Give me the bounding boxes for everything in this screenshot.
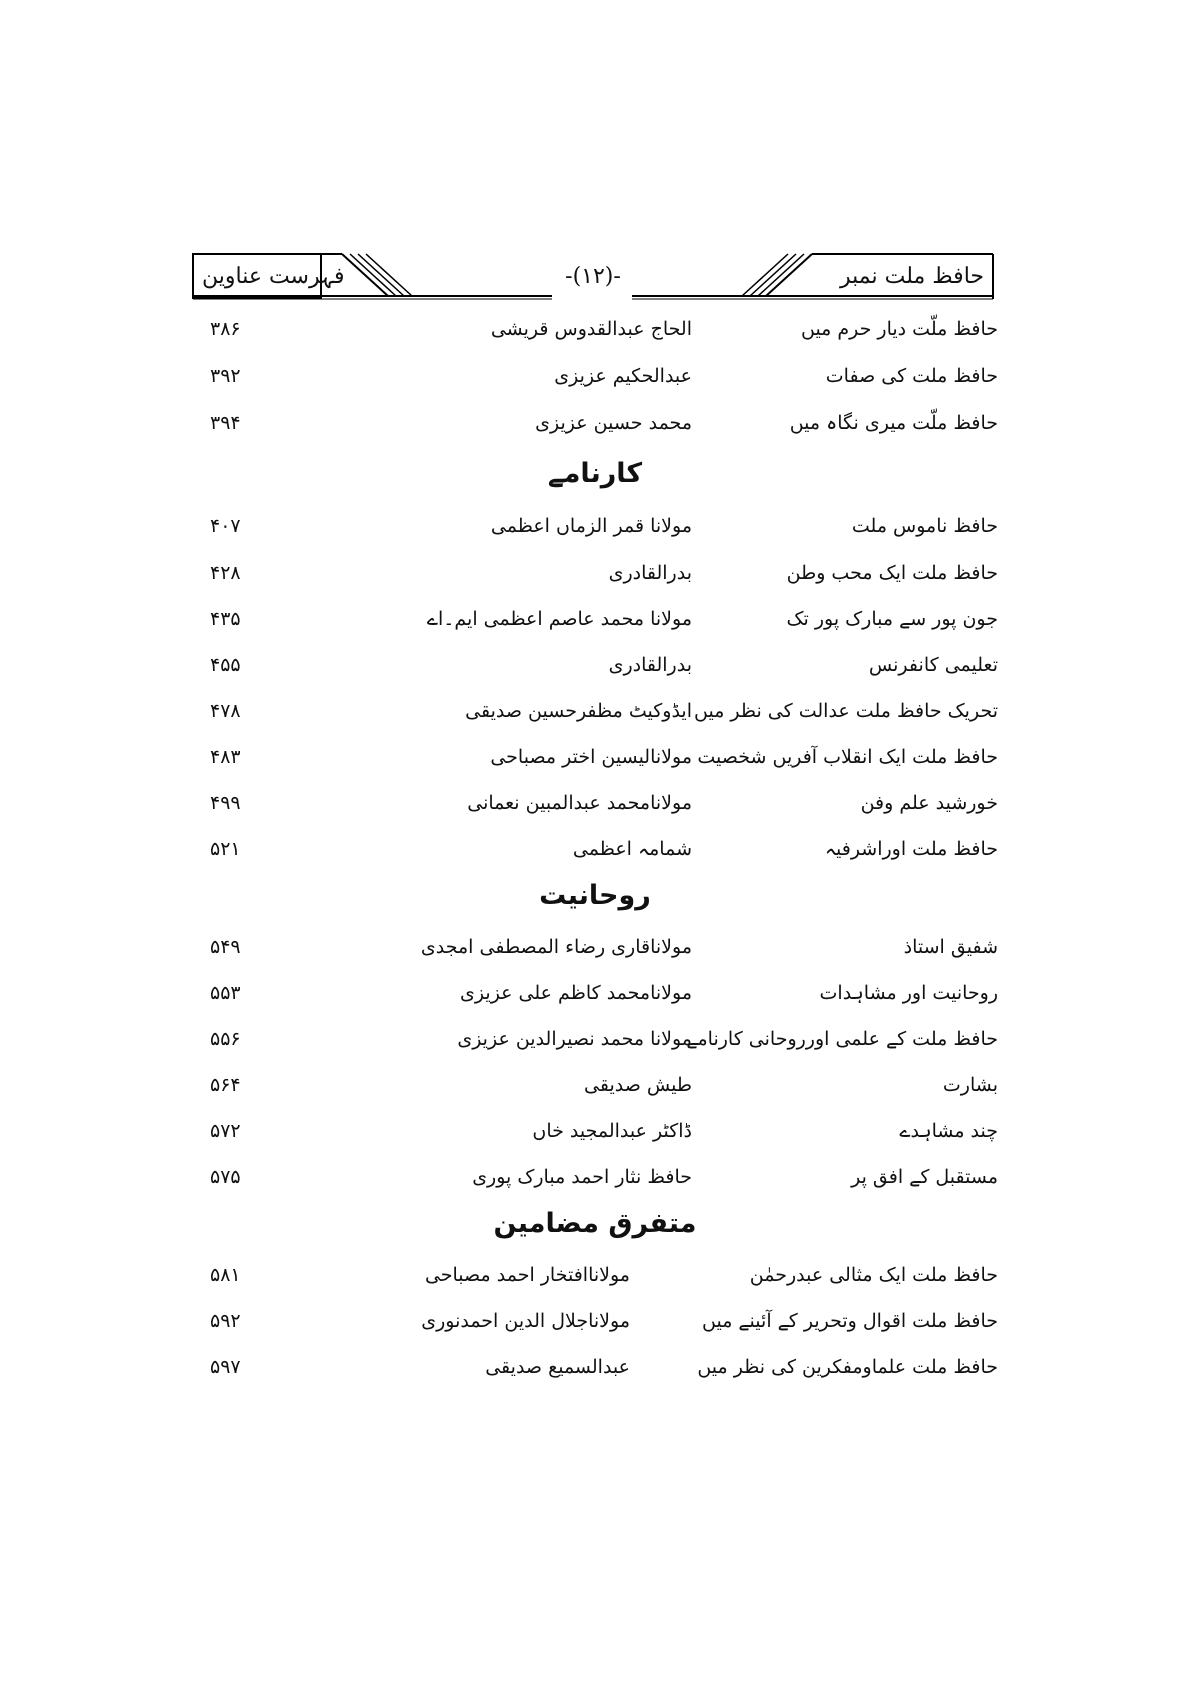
- toc-entry: [0, 1028, 1190, 1068]
- entry-author: طیش صدیقی: [584, 1074, 692, 1096]
- toc-entry: [0, 608, 1190, 648]
- entry-page: ۳۸۶: [210, 318, 241, 340]
- entry-page: ۵۵۳: [210, 982, 241, 1004]
- toc-entry: [0, 1264, 1190, 1304]
- page-header: [192, 252, 994, 302]
- entry-page: ۳۹۲: [210, 365, 241, 387]
- entry-page: ۵۴۹: [210, 936, 241, 958]
- entry-author: بدرالقادری: [608, 654, 692, 676]
- section-heading: متفرق مضامین: [493, 1208, 697, 1239]
- toc-entry: [0, 838, 1190, 878]
- entry-title: خورشید علم وفن: [860, 792, 998, 814]
- entry-author: شمامہ اعظمی: [572, 838, 692, 860]
- entry-page: ۴۸۳: [210, 746, 241, 768]
- entry-page: ۵۹۷: [210, 1356, 241, 1378]
- header-journal-title: حافظ ملت نمبر: [840, 264, 984, 289]
- header-page-number: -(۱۲)-: [565, 264, 621, 289]
- header-section-label: فہرست عناوین: [202, 264, 345, 289]
- section-heading: کارنامے: [547, 458, 643, 489]
- entry-page: ۴۳۵: [210, 608, 241, 630]
- entry-author: مولانالیسین اختر مصباحی: [490, 746, 692, 768]
- entry-author: الحاج عبدالقدوس قریشی: [490, 318, 692, 340]
- entry-page: ۴۵۵: [210, 654, 241, 676]
- entry-title: تعلیمی کانفرنس: [868, 654, 998, 676]
- entry-title: جون پور سے مبارک پور تک: [786, 608, 998, 630]
- entry-author: عبدالسمیع صدیقی: [485, 1356, 630, 1378]
- toc-entry: [0, 1166, 1190, 1206]
- toc-entry: [0, 700, 1190, 740]
- toc-entry: [0, 412, 1190, 452]
- entry-page: ۴۰۷: [210, 515, 241, 537]
- entry-page: ۵۷۲: [210, 1120, 241, 1142]
- entry-author: مولانا محمد نصیرالدین عزیزی: [457, 1028, 692, 1050]
- toc-entry: [0, 515, 1190, 555]
- entry-title: چند مشاہدے: [899, 1120, 998, 1142]
- entry-author: مولانا محمد عاصم اعظمی ایم۔اے: [426, 608, 692, 630]
- entry-title: بشارت: [942, 1074, 998, 1096]
- entry-title: حافظ ملت کے علمی اورروحانی کارنامے: [686, 1028, 998, 1050]
- entry-page: ۴۷۸: [210, 700, 241, 722]
- entry-author: بدرالقادری: [608, 562, 692, 584]
- toc-entry: [0, 318, 1190, 358]
- entry-author: ڈاکٹر عبدالمجید خاں: [532, 1120, 692, 1142]
- toc-entry: [0, 1120, 1190, 1160]
- entry-page: ۴۲۸: [210, 562, 241, 584]
- entry-author: مولاناقاری رضاء المصطفی امجدی: [420, 936, 692, 958]
- entry-title: حافظ ملت کی صفات: [825, 365, 998, 387]
- entry-author: ایڈوکیٹ مظفرحسین صدیقی: [465, 700, 692, 722]
- entry-title: مستقبل کے افق پر: [851, 1166, 998, 1188]
- entry-page: ۴۹۹: [210, 792, 241, 814]
- entry-title: حافظ ملت علماومفکرین کی نظر میں: [697, 1356, 998, 1378]
- toc-entry: [0, 1074, 1190, 1114]
- toc-entry: [0, 1356, 1190, 1396]
- entry-page: ۵۷۵: [210, 1166, 241, 1188]
- entry-page: ۵۸۱: [210, 1264, 241, 1286]
- entry-page: ۵۵۶: [210, 1028, 241, 1050]
- toc-entry: [0, 746, 1190, 786]
- entry-title: حافظ ملّت دیار حرم میں: [800, 318, 998, 340]
- entry-author: حافظ نثار احمد مبارک پوری: [472, 1166, 692, 1188]
- entry-author: مولاناافتخار احمد مصباحی: [424, 1264, 630, 1286]
- entry-title: تحریک حافظ ملت عدالت کی نظر میں: [694, 700, 998, 722]
- entry-title: حافظ ملت ایک انقلاب آفریں شخصیت: [697, 746, 998, 768]
- entry-title: حافظ ناموس ملت: [851, 515, 998, 537]
- entry-author: عبدالحکیم عزیزی: [554, 365, 692, 387]
- entry-title: حافظ ملّت میری نگاہ میں: [789, 412, 998, 434]
- entry-title: حافظ ملت اوراشرفیہ: [824, 838, 998, 860]
- toc-entry: [0, 936, 1190, 976]
- entry-title: حافظ ملت ایک محب وطن: [786, 562, 998, 584]
- entry-title: حافظ ملت اقوال وتحریر کے آئینے میں: [702, 1310, 998, 1332]
- toc-entry: [0, 982, 1190, 1022]
- section-heading: روحانیت: [539, 880, 651, 911]
- entry-page: ۵۶۴: [210, 1074, 241, 1096]
- toc-entry: [0, 1310, 1190, 1350]
- entry-title: روحانیت اور مشاہدات: [819, 982, 998, 1004]
- toc-entry: [0, 792, 1190, 832]
- entry-author: مولانامحمد عبدالمبین نعمانی: [467, 792, 692, 814]
- entry-title: حافظ ملت ایک مثالی عبدرحمٰن: [749, 1264, 998, 1286]
- entry-author: مولاناجلال الدین احمدنوری: [421, 1310, 630, 1332]
- entry-page: ۵۹۲: [210, 1310, 241, 1332]
- toc-entry: [0, 654, 1190, 694]
- entry-title: شفیق استاذ: [903, 936, 998, 958]
- toc-entry: [0, 365, 1190, 405]
- entry-page: ۵۲۱: [210, 838, 241, 860]
- toc-entry: [0, 562, 1190, 602]
- entry-author: محمد حسین عزیزی: [535, 412, 692, 434]
- entry-author: مولانا قمر الزماں اعظمی: [490, 515, 692, 537]
- entry-author: مولانامحمد کاظم علی عزیزی: [460, 982, 692, 1004]
- entry-page: ۳۹۴: [210, 412, 241, 434]
